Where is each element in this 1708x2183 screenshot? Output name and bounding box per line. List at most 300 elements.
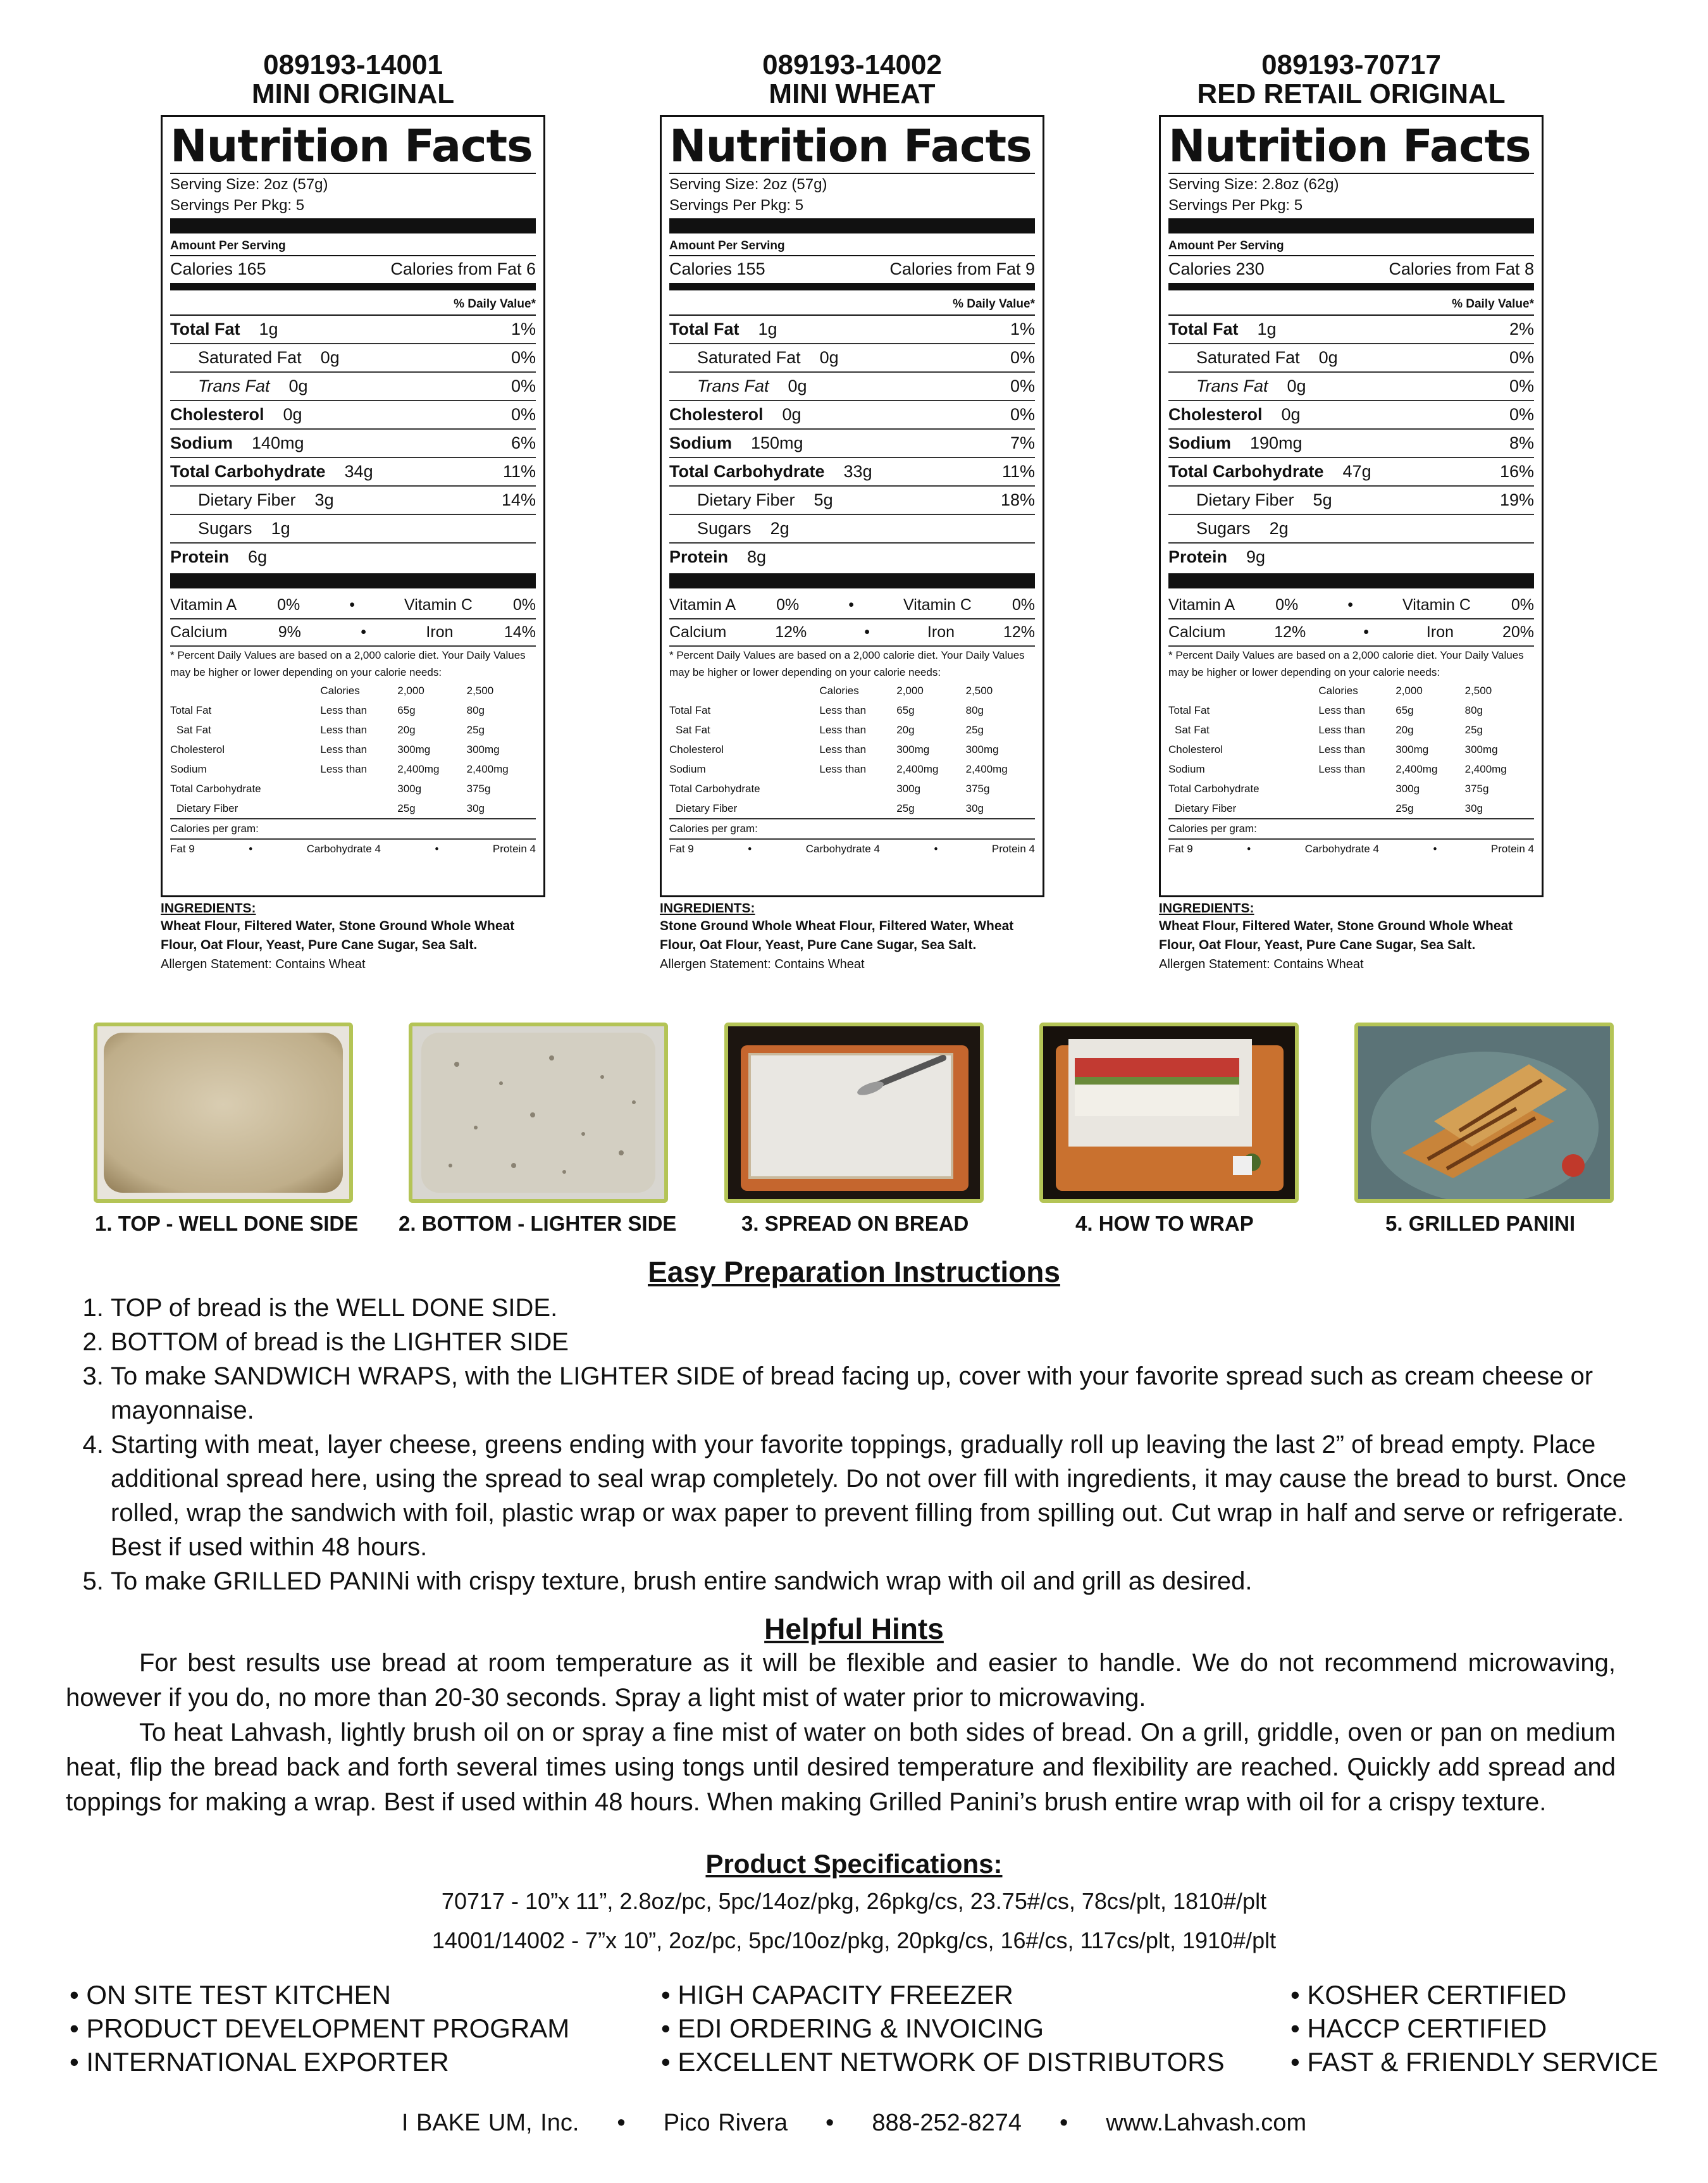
nutrient-daily-value: 0%: [1010, 405, 1035, 424]
cpg-carb: Carbohydrate 4: [306, 843, 381, 855]
medium-rule: [669, 283, 1035, 290]
dv-table-cell: 20g: [397, 724, 416, 736]
instruction-step: 1. TOP of bread is the WELL DONE SIDE.: [111, 1291, 1654, 1325]
iron: Iron: [426, 623, 454, 641]
nutrient-daily-value: 1%: [511, 320, 536, 339]
dv-table-cell: 30g: [965, 802, 984, 814]
product-code: 089193-70717: [1261, 49, 1441, 80]
servings-per-pkg: Servings Per Pkg: 5: [669, 197, 804, 214]
nutrient-row: [1168, 430, 1534, 458]
dv-table-cell: 2,400mg: [397, 763, 440, 775]
nutrient-daily-value: 11%: [1001, 462, 1035, 481]
dv-table-cell: Total Fat: [1168, 704, 1210, 716]
calories: Calories 155: [669, 259, 765, 278]
nutrient-amount: 0g: [788, 376, 807, 395]
calories-per-gram-values: [1168, 838, 1534, 859]
nutrient-amount: 8g: [747, 547, 767, 566]
nutrient-name: Cholesterol: [669, 405, 764, 424]
instruction-step: 3. To make SANDWICH WRAPS, with the LIGHTER SIDE of bread facing up, cover with your favorite spread such as cream cheese or mayonnaise.: [111, 1359, 1654, 1427]
dv-table-cell: Calories: [819, 685, 859, 697]
bullet-dot: •: [1433, 843, 1437, 855]
product-name: RED RETAIL ORIGINAL: [1197, 78, 1506, 109]
nutrient-amount: 0g: [1281, 405, 1301, 424]
bullet-dot: •: [1363, 623, 1369, 641]
nutrient-amount: 0g: [288, 376, 308, 395]
nutrient-name-amount: [697, 487, 833, 514]
dv-table-cell: Less than: [1318, 704, 1366, 716]
contact-line: [0, 2106, 1708, 2140]
dv-table-cell: 2,400mg: [1395, 763, 1438, 775]
nutrient-daily-value: 11%: [502, 462, 536, 481]
dv-table-row: [170, 720, 536, 740]
nutrient-row: [1168, 401, 1534, 430]
nutrient-name-amount: [669, 458, 872, 485]
mineral-row: [669, 619, 1035, 647]
calories-row: [669, 256, 1035, 282]
vitamin-c-dv: 0%: [1012, 596, 1035, 614]
dv-table-cell: Less than: [320, 724, 368, 736]
cpg-protein: Protein 4: [991, 843, 1035, 855]
nutrient-amount: 140mg: [252, 433, 304, 452]
dv-table-row: [669, 700, 1035, 720]
dv-table-cell: Sodium: [1168, 763, 1205, 775]
dv-table-row: [669, 720, 1035, 740]
nutrient-amount: 0g: [782, 405, 801, 424]
nutrient-name: Dietary Fiber: [198, 490, 296, 509]
vitamin-a: Vitamin A: [170, 596, 237, 614]
vitamin-a-dv: 0%: [277, 596, 300, 614]
dv-table-cell: Dietary Fiber: [176, 802, 238, 814]
dv-table-cell: Total Fat: [170, 704, 212, 716]
calories-from-fat: Calories from Fat 6: [390, 259, 536, 278]
nutrient-amount: 3g: [314, 490, 334, 509]
nutrient-amount: 0g: [1318, 348, 1338, 367]
dv-table-cell: 300g: [1395, 783, 1420, 795]
dv-table-row: [1168, 799, 1534, 818]
nutrient-amount: 34g: [344, 462, 373, 481]
dv-table-cell: 30g: [1464, 802, 1483, 814]
nutrient-row: [1168, 487, 1534, 515]
dv-table-cell: Sat Fat: [676, 724, 710, 736]
dv-table-cell: 300mg: [1395, 743, 1429, 756]
nutrient-row: [170, 344, 536, 373]
vitamin-c: Vitamin C: [1402, 596, 1471, 614]
bullet-dot: •: [361, 623, 367, 641]
feature-item: • INTERNATIONAL EXPORTER: [70, 2047, 449, 2077]
dv-table-cell: [669, 681, 819, 700]
photo-caption: 3. SPREAD ON BREAD: [741, 1212, 969, 1235]
nutrient-row: [170, 487, 536, 515]
dv-table-cell: 65g: [1395, 704, 1414, 716]
dv-table-cell: 2,500: [466, 685, 494, 697]
company-name: I BAKE UM, Inc.: [401, 2110, 579, 2136]
dv-table-cell: Total Fat: [669, 704, 711, 716]
nutrient-row: [669, 544, 1035, 571]
thick-rule: [170, 218, 536, 233]
dv-table-cell: [1168, 681, 1318, 700]
allergen-statement: Allergen Statement: Contains Wheat: [161, 957, 366, 971]
thick-rule: [170, 573, 536, 588]
nutrient-daily-value: 0%: [1509, 348, 1534, 367]
photo-caption: 1. TOP - WELL DONE SIDE: [95, 1212, 359, 1235]
nutrient-name: Cholesterol: [1168, 405, 1263, 424]
spread-photo: [724, 1023, 984, 1203]
nutrient-name-amount: [170, 401, 302, 428]
dv-table-cell: Calories: [1318, 685, 1358, 697]
calcium: Calcium: [669, 623, 727, 641]
nutrition-label-column: [161, 51, 545, 974]
dv-table-cell: 80g: [1464, 704, 1483, 716]
dv-table-cell: Less than: [1318, 724, 1366, 736]
nutrient-daily-value: 0%: [1010, 348, 1035, 367]
nutrient-daily-value: 6%: [511, 433, 536, 452]
nutrient-name-amount: [170, 544, 267, 571]
feature-item: • ON SITE TEST KITCHEN: [70, 1980, 391, 2010]
nutrient-daily-value: 8%: [1509, 433, 1534, 452]
dv-table-cell: 65g: [397, 704, 416, 716]
dv-table-cell: Total Carbohydrate: [1168, 783, 1259, 795]
hints-heading: Helpful Hints: [764, 1612, 944, 1645]
amount-per-serving: Amount Per Serving: [669, 237, 1035, 256]
product-name: MINI WHEAT: [769, 78, 936, 109]
dv-table-cell: 300mg: [896, 743, 930, 756]
product-code: 089193-14002: [762, 49, 942, 80]
separator: •: [617, 2110, 626, 2136]
separator: •: [826, 2110, 834, 2136]
iron: Iron: [927, 623, 955, 641]
nutrient-name-amount: [669, 544, 766, 571]
nutrient-row: [170, 401, 536, 430]
nutrient-name-amount: [1196, 373, 1306, 400]
dv-table-cell: [1318, 779, 1395, 799]
calories-from-fat: Calories from Fat 8: [1389, 259, 1534, 278]
vitamin-a: Vitamin A: [1168, 596, 1235, 614]
features-column-1: [70, 1978, 569, 2079]
vitamin-c: Vitamin C: [404, 596, 473, 614]
dv-table-cell: [320, 779, 397, 799]
dv-table-cell: Cholesterol: [1168, 743, 1223, 756]
dv-table-row: [669, 759, 1035, 779]
dv-table-cell: 2,000: [397, 685, 424, 697]
nutrient-name-amount: [198, 344, 340, 371]
vitamin-c-dv: 0%: [1511, 596, 1534, 614]
dv-table-header: [170, 681, 536, 700]
nutrient-amount: 9g: [1246, 547, 1266, 566]
dv-table-cell: Less than: [320, 704, 368, 716]
nutrient-name-amount: [697, 373, 807, 400]
nutrient-amount: 0g: [320, 348, 340, 367]
serving-size: Serving Size: 2oz (57g): [170, 176, 328, 193]
spec-line: 14001/14002 - 7”x 10”, 2oz/pc, 5pc/10oz/pkg, 20pkg/cs, 16#/cs, 117cs/plt, 1910#/plt: [431, 1927, 1277, 1953]
separator: •: [1059, 2110, 1068, 2136]
dv-table-cell: 25g: [965, 724, 984, 736]
photo-caption: 2. BOTTOM - LIGHTER SIDE: [399, 1212, 677, 1235]
photo-caption: 4. HOW TO WRAP: [1075, 1212, 1254, 1235]
nutrient-daily-value: 16%: [1499, 462, 1534, 481]
cpg-carb: Carbohydrate 4: [805, 843, 880, 855]
calories-per-gram: Calories per gram:: [1168, 818, 1534, 838]
nutrient-name: Trans Fat: [697, 376, 769, 395]
nutrient-name: Total Fat: [170, 320, 240, 339]
daily-value-footnote: * Percent Daily Values are based on a 2,000 calorie diet. Your Daily Values may be higher or lower depending on your calorie needs:: [669, 649, 1025, 678]
nutrient-name: Protein: [170, 547, 230, 566]
dv-table-cell: Calories: [320, 685, 360, 697]
nutrient-row: [1168, 458, 1534, 487]
ingredients-text: Wheat Flour, Filtered Water, Stone Ground Whole Wheat Flour, Oat Flour, Yeast, Pure Cane Sugar, Sea Salt.: [161, 919, 515, 952]
bullet-dot: •: [1347, 596, 1353, 614]
nutrient-row: [1168, 373, 1534, 401]
dv-table-row: [669, 779, 1035, 799]
dv-table-cell: 300mg: [466, 743, 500, 756]
nutrient-row: [170, 373, 536, 401]
medium-rule: [170, 283, 536, 290]
serving-size: Serving Size: 2oz (57g): [669, 176, 827, 193]
bullet-dot: •: [435, 843, 439, 855]
nutrition-label-column: [1159, 51, 1544, 974]
nutrient-name: Dietary Fiber: [697, 490, 795, 509]
nutrient-name-amount: [198, 515, 290, 542]
calcium-dv: 12%: [775, 623, 807, 641]
nutrient-daily-value: 0%: [1509, 405, 1534, 424]
nutrient-row: [669, 487, 1035, 515]
calcium: Calcium: [1168, 623, 1226, 641]
feature-item: • KOSHER CERTIFIED: [1290, 1980, 1567, 2010]
nutrient-amount: 1g: [271, 519, 290, 538]
dv-table-cell: 2,400mg: [466, 763, 509, 775]
dv-table-row: [1168, 720, 1534, 740]
cpg-fat: Fat 9: [1168, 843, 1193, 855]
nutrient-row: [170, 458, 536, 487]
nutrient-amount: 1g: [1257, 320, 1277, 339]
dv-table-cell: 20g: [896, 724, 915, 736]
nutrient-name: Trans Fat: [1196, 376, 1268, 395]
nutrient-name-amount: [669, 430, 803, 457]
calories-per-gram-values: [669, 838, 1035, 859]
vitamin-a-dv: 0%: [1275, 596, 1299, 614]
phone-number: 888-252-8274: [872, 2110, 1022, 2136]
nutrient-name: Saturated Fat: [1196, 348, 1300, 367]
feature-item: • FAST & FRIENDLY SERVICE: [1290, 2047, 1659, 2077]
bullet-dot: •: [864, 623, 870, 641]
nutrient-amount: 150mg: [751, 433, 803, 452]
dv-table-row: [1168, 759, 1534, 779]
bread-bottom-photo: [409, 1023, 668, 1203]
vitamin-row: [170, 592, 536, 619]
calcium-dv: 12%: [1274, 623, 1306, 641]
dv-table-cell: Cholesterol: [669, 743, 724, 756]
instructions-list: [82, 1291, 1654, 1598]
dv-table-row: [669, 799, 1035, 818]
nutrient-name: Total Fat: [669, 320, 740, 339]
nutrient-name-amount: [669, 401, 801, 428]
nutrient-row: [170, 515, 536, 544]
product-code: 089193-14001: [263, 49, 443, 80]
feature-item: • PRODUCT DEVELOPMENT PROGRAM: [70, 2013, 570, 2043]
nutrient-name: Sodium: [669, 433, 732, 452]
nutrient-row: [669, 401, 1035, 430]
nutrient-name-amount: [198, 487, 334, 514]
dv-table-cell: 375g: [1464, 783, 1489, 795]
nutrient-name-amount: [1168, 316, 1277, 343]
feature-item: • EXCELLENT NETWORK OF DISTRIBUTORS: [661, 2047, 1225, 2077]
nutrient-name: Sodium: [170, 433, 233, 452]
cpg-carb: Carbohydrate 4: [1304, 843, 1379, 855]
nutrient-name: Total Carbohydrate: [669, 462, 825, 481]
amount-per-serving: Amount Per Serving: [1168, 237, 1534, 256]
daily-value-table: [1168, 681, 1534, 818]
vitamin-c-dv: 0%: [512, 596, 536, 614]
nutrient-name: Sugars: [697, 519, 752, 538]
nutrient-daily-value: 0%: [511, 376, 536, 395]
dv-table-header: [669, 681, 1035, 700]
photo-caption: 5. GRILLED PANINI: [1385, 1212, 1576, 1235]
dv-table-cell: Less than: [819, 724, 867, 736]
nutrient-daily-value: 1%: [1010, 320, 1035, 339]
ingredients-heading: INGREDIENTS:: [660, 901, 755, 916]
features-column-2: [661, 1978, 1225, 2079]
dv-table-cell: [320, 799, 397, 818]
vitamin-c: Vitamin C: [903, 596, 972, 614]
nutrient-amount: 2g: [1269, 519, 1289, 538]
daily-value-table: [170, 681, 536, 818]
nutrient-name-amount: [1196, 487, 1332, 514]
panini-photo: [1354, 1023, 1614, 1203]
nutrient-row: [170, 430, 536, 458]
dv-table-cell: 2,400mg: [1464, 763, 1507, 775]
calories: Calories 165: [170, 259, 266, 278]
dv-table-cell: 300mg: [1464, 743, 1498, 756]
nutrient-row: [669, 316, 1035, 344]
thick-rule: [669, 218, 1035, 233]
website-link[interactable]: www.Lahvash.com: [1106, 2110, 1307, 2136]
nutrient-name: Sugars: [198, 519, 252, 538]
nutrition-label-column: [660, 51, 1044, 974]
nutrient-name: Saturated Fat: [697, 348, 801, 367]
dv-table-cell: 25g: [1464, 724, 1483, 736]
instruction-step: 4. Starting with meat, layer cheese, greens ending with your favorite toppings, gradually roll up leaving the last 2” of bread empty. Place additional spread here, using the spread to seal wrap completely. Do not over fill with ingredients, it may cause the bread to burst. Once rolled, wrap the sandwich with foil, plastic wrap or wax paper to prevent filling from spilling out. Cut wrap in half and serve or refrigerate. Best if used within 48 hours.: [111, 1427, 1654, 1564]
dv-table-cell: 2,500: [965, 685, 993, 697]
vitamin-row: [1168, 592, 1534, 619]
cpg-protein: Protein 4: [1490, 843, 1534, 855]
daily-value-header: % Daily Value*: [1168, 294, 1534, 316]
nutrition-facts-title: Nutrition Facts: [1168, 121, 1534, 174]
dv-table-cell: 300mg: [397, 743, 431, 756]
nutrient-daily-value: 0%: [511, 348, 536, 367]
nutrition-facts-title: Nutrition Facts: [669, 121, 1035, 174]
nutrient-name: Sugars: [1196, 519, 1251, 538]
nutrition-facts-title: Nutrition Facts: [170, 121, 536, 174]
nutrient-name: Saturated Fat: [198, 348, 302, 367]
nutrient-row: [1168, 544, 1534, 571]
bullet-dot: •: [934, 843, 938, 855]
dv-table-cell: [819, 779, 896, 799]
dv-table-row: [1168, 700, 1534, 720]
nutrient-row: [669, 458, 1035, 487]
nutrient-name: Cholesterol: [170, 405, 264, 424]
feature-item: • HIGH CAPACITY FREEZER: [661, 1980, 1013, 2010]
dv-table-cell: Sodium: [170, 763, 207, 775]
dv-table-row: [170, 700, 536, 720]
dv-table-row: [669, 740, 1035, 759]
nutrient-amount: 2g: [770, 519, 789, 538]
nutrient-amount: 1g: [259, 320, 278, 339]
features-column-3: [1290, 1978, 1658, 2079]
dv-table-cell: Total Carbohydrate: [669, 783, 760, 795]
dv-table-cell: Less than: [320, 743, 368, 756]
iron-dv: 14%: [504, 623, 536, 641]
bullet-dot: •: [1247, 843, 1251, 855]
calories-per-gram: Calories per gram:: [669, 818, 1035, 838]
city: Pico Rivera: [663, 2110, 788, 2136]
dv-table-cell: Dietary Fiber: [1175, 802, 1237, 814]
nutrient-name: Protein: [669, 547, 729, 566]
nutrient-daily-value: 18%: [1000, 490, 1035, 509]
dv-table-cell: 25g: [1395, 802, 1414, 814]
dv-table-cell: Less than: [819, 704, 867, 716]
dv-table-cell: [1318, 799, 1395, 818]
nutrient-daily-value: 19%: [1499, 490, 1534, 509]
daily-value-footnote: * Percent Daily Values are based on a 2,000 calorie diet. Your Daily Values may be higher or lower depending on your calorie needs:: [1168, 649, 1524, 678]
product-name: MINI ORIGINAL: [251, 78, 455, 109]
dv-table-cell: [170, 681, 320, 700]
nutrition-facts-panel: [660, 115, 1044, 897]
mineral-row: [170, 619, 536, 647]
dv-table-cell: 65g: [896, 704, 915, 716]
dv-table-cell: 80g: [965, 704, 984, 716]
dv-table-header: [1168, 681, 1534, 700]
nutrient-name-amount: [170, 458, 373, 485]
iron: Iron: [1426, 623, 1454, 641]
instruction-step: 5. To make GRILLED PANINi with crispy texture, brush entire sandwich wrap with oil and grill as desired.: [111, 1564, 1654, 1598]
dv-table-cell: Less than: [320, 763, 368, 775]
daily-value-header: % Daily Value*: [669, 294, 1035, 316]
calories: Calories 230: [1168, 259, 1265, 278]
bread-top-photo: [94, 1023, 353, 1203]
dv-table-cell: 80g: [466, 704, 485, 716]
feature-item: • EDI ORDERING & INVOICING: [661, 2013, 1044, 2043]
nutrient-daily-value: 7%: [1010, 433, 1035, 452]
nutrient-row: [170, 544, 536, 571]
dv-table-cell: 25g: [397, 802, 416, 814]
vitamin-a: Vitamin A: [669, 596, 736, 614]
dv-table-cell: Cholesterol: [170, 743, 225, 756]
allergen-statement: Allergen Statement: Contains Wheat: [660, 957, 865, 971]
dv-table-cell: Total Carbohydrate: [170, 783, 261, 795]
ingredients-heading: INGREDIENTS:: [161, 901, 256, 916]
calories-from-fat: Calories from Fat 9: [889, 259, 1035, 278]
calcium-dv: 9%: [278, 623, 301, 641]
allergen-statement: Allergen Statement: Contains Wheat: [1159, 957, 1364, 971]
vitamin-a-dv: 0%: [776, 596, 800, 614]
hint-paragraph: For best results use bread at room temperature as it will be flexible and easier to handle. We do not recommend microwaving, however if you do, no more than 20-30 seconds. Spray a light mist of water prior to microwaving.: [66, 1649, 1616, 1712]
dv-table-row: [170, 759, 536, 779]
nutrient-name-amount: [1168, 458, 1371, 485]
dv-table-cell: 30g: [466, 802, 485, 814]
hint-paragraph: To heat Lahvash, lightly brush oil on or spray a fine mist of water on both sides of bread. On a grill, griddle, oven or pan on medium heat, flip the bread back and forth several times using tongs until desired temperature and flexibility are reached. Quickly add spread and toppings for making a wrap. Best if used within 48 hours. When making Grilled Panini’s brush entire wrap with oil for a crispy texture.: [66, 1719, 1616, 1816]
dv-table-cell: 375g: [965, 783, 990, 795]
calories-row: [1168, 256, 1534, 282]
vitamin-row: [669, 592, 1035, 619]
nutrient-row: [669, 373, 1035, 401]
dv-table-cell: Sodium: [669, 763, 706, 775]
mineral-row: [1168, 619, 1534, 647]
daily-value-table: [669, 681, 1035, 818]
nutrient-name-amount: [198, 373, 308, 400]
nutrient-row: [669, 515, 1035, 544]
calories-per-gram-values: [170, 838, 536, 859]
nutrient-name: Dietary Fiber: [1196, 490, 1294, 509]
dv-table-cell: Less than: [819, 763, 867, 775]
